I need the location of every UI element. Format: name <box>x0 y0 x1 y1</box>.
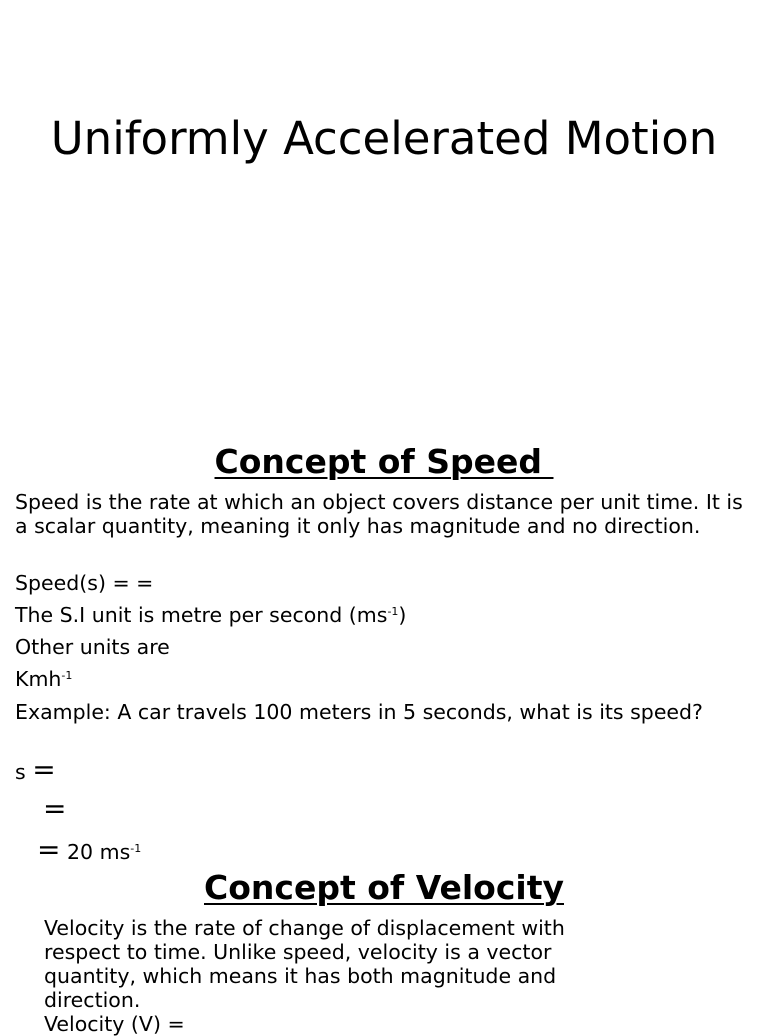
velocity-definition: Velocity is the rate of change of displacement with respect to time. Unlike speed, velocity is a vector quantity, which means it has both magnitude and direction. <box>44 916 565 1012</box>
other-units-label: Other units are <box>15 635 170 659</box>
speed-formula: Speed(s) = = <box>15 571 154 595</box>
other-unit-exponent: -1 <box>61 669 73 682</box>
equals-sign-2: = <box>43 792 67 825</box>
solution-line-3 <box>37 833 142 866</box>
speed-heading <box>0 443 768 481</box>
si-unit-text: The S.I unit is metre per second (ms <box>15 603 388 627</box>
si-unit-close: ) <box>398 603 407 627</box>
speed-definition: Speed is the rate at which an object covers distance per unit time. It is a scalar quantity, meaning it only has magnitude and no direction. <box>15 490 743 538</box>
result-value: 20 ms <box>67 840 131 864</box>
velocity-heading-text: Concept of Velocity <box>204 868 564 907</box>
velocity-formula-partial: Velocity (V) = <box>44 1012 185 1036</box>
speed-heading-text: Concept of Speed <box>214 442 554 481</box>
other-unit-line <box>15 667 72 691</box>
si-unit-line <box>15 603 406 627</box>
result-exponent: -1 <box>130 842 142 855</box>
page-title: Uniformly Accelerated Motion <box>50 112 718 165</box>
other-unit-text: Kmh <box>15 667 62 691</box>
solution-s: s <box>15 760 26 784</box>
equals-sign-3: = <box>37 833 61 866</box>
si-unit-exponent: -1 <box>387 605 399 618</box>
speed-example: Example: A car travels 100 meters in 5 seconds, what is its speed? <box>15 700 703 724</box>
solution-line-1 <box>15 753 56 786</box>
velocity-heading <box>0 869 768 907</box>
solution-line-2 <box>43 792 67 825</box>
equals-sign-1: = <box>32 753 56 786</box>
